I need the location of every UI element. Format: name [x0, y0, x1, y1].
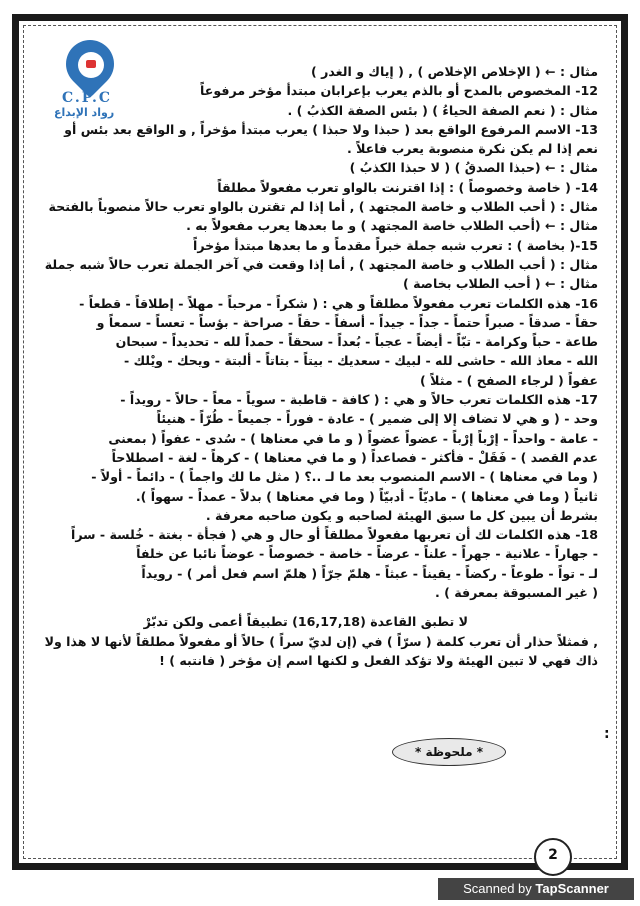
- text-line: 12- المخصوص بالمدح أو بالذم يعرب بإعرابان مبتدأ مؤخر مرفوعاً: [200, 83, 598, 99]
- scanner-prefix: Scanned by: [463, 881, 532, 896]
- note-line-2: , فمثلاً حذار أن تعرب كلمة ( سرّاً ) في (إن لديّ سراً ) حالاً أو مفعولاً مطلقاً لأنها لا هذا ولا: [44, 633, 598, 649]
- text-line: مثال : ( أحب الطلاب و خاصة المجتهد ) , أما إذا وقعت في آخر الجملة تعرب حالاً شبه جملة: [44, 256, 598, 272]
- text-line: مثال : ← ( الإخلاص الإخلاص ) , ( إياك و الغدر ): [311, 64, 598, 79]
- text-line: وحد - ( و هي لا تضاف إلا إلى ضمير ) - عادة - فوراً - جميعاً - طُرّاً - هنيئاً: [156, 411, 598, 427]
- logo-initials: C.P.C: [62, 90, 112, 106]
- text-line: بشرط أن يبين كل ما سبق الهيئة لصاحبه و يكون صاحبه معرفة .: [205, 507, 598, 523]
- text-line: عفواً ( لرجاء الصفح ) - مثلاً ): [420, 372, 598, 388]
- text-line: الله - معاذ الله - حاشى لله - لبيك - سعديك - بيتاً - بتاتاً - ألبتة - ويحك - ويْلك -: [123, 353, 598, 369]
- text-line: 13- الاسم المرفوع الواقع بعد ( حبذا ولا حبذا ) يعرب مبتدأ مؤخراً , و الواقع بعد بئس أو: [64, 121, 598, 137]
- text-line: طاعة - حباً وكرامة - تبّاً - أيضاً - عجباً - بُعداً - سحقاً - حمداً لله - تحديداً - سبحان: [115, 334, 598, 350]
- colon-mark: :: [604, 726, 610, 742]
- scanner-brand: TapScanner: [535, 881, 609, 896]
- document-body: [38, 62, 598, 670]
- text-line: - عامة - واحداً - إرْباً إرْباً - عضواً عضواً ( و ما في معناها ) - سُدى - عفواً ( بمعنى: [108, 430, 598, 446]
- text-line: مثال : ( نعم الصفة الحياءُ ) ( بئس الصفة الكذبُ ) .: [287, 102, 598, 118]
- text-line: لـ - تواً - طوعاً - ركضاً - يقيناً - عبثاً - هلمّ جرّاً ( هلمّ اسم فعل أمر ) - رويداً: [141, 565, 598, 581]
- text-line: 16- هذه الكلمات تعرب مفعولاً مطلقاً و هي : ( شكراً - مرحباً - مهلاً - إطلاقاً - قطعاً -: [79, 295, 598, 311]
- text-line: ( غير المسبوقة بمعرفة ) .: [434, 585, 598, 601]
- text-line: حقاً - صدقاً - صبراً حتماً - جداً - جيداً - أسفاً - حقاً - صراحة - بؤساً - تعساً - سمعاً و: [96, 314, 598, 330]
- text-line: نعم إذا لم يكن نكرة منصوبة يعرب فاعلاً .: [346, 141, 598, 157]
- text-line: 15-( بخاصة ) : تعرب شبه جملة خبراً مقدماً و ما بعدها مبتدأ مؤخراً: [193, 237, 598, 253]
- text-line: مثال : ( أحب الطلاب و خاصة المجتهد ) , أما إذا لم تقترن بالواو تعرب حالاً منصوباً بالفتحة: [48, 199, 598, 215]
- text-line: مثال : ← ( أحب الطلاب بخاصة ): [403, 276, 598, 292]
- text-line: مثال : ← (حبذا الصدقُ ) ( لا حبذا الكذبُ ): [349, 160, 598, 176]
- text-line: مثال : ← (أحب الطلاب خاصة المجتهد ) و ما بعدها يعرب مفعولاً به .: [186, 218, 598, 234]
- note-line-3: ذاك فهي لا تبين الهيئة ولا تؤكد الفعل و لكنها اسم إن مؤخر ( فانتبه ) !: [159, 652, 598, 668]
- page-number: 2: [534, 838, 572, 876]
- text-line: - جهاراً - علانية - جهراً - علناً - عرضاً - خاصة - خصوصاً - عوضاً نائبا عن خلفاً: [136, 546, 598, 562]
- note-line-1: لا تطبق القاعدة (16,17,18) تطبيقاً أعمى ولكن تدبّرْ: [143, 614, 468, 630]
- text-line: ثانياً ( وما في معناها ) - ماديّاً - أدبيّاً ( وما في معناها ) بدلاً - عمداً - سهواً ).: [135, 488, 598, 504]
- scanner-watermark: [438, 878, 634, 900]
- text-line: ( وما في معناها ) - الاسم المنصوب بعد ما لـ ..؟ ( مثل ما لك واجماً ) - دائماً - أولاً -: [91, 469, 598, 485]
- logo-subtitle: رواد الإبداع: [54, 106, 115, 119]
- text-line: عدم القصد ) - فَقَلْ - فأكثر - فصاعداً ( و ما في معناها ) - كرهاً - لغة - اصطلاحاً: [111, 449, 598, 465]
- text-line: 14- ( خاصة وخصوصاً ) : إذا اقترنت بالواو تعرب مفعولاً مطلقاً: [217, 179, 598, 195]
- text-line: 18- هذه الكلمات لك أن تعربها مفعولاً مطلقاً أو حال و هي ( فجأة - بغتة - خُلسة - سراً: [71, 527, 598, 543]
- note-badge: * ملحوظة *: [392, 738, 506, 766]
- text-line: 17- هذه الكلمات تعرب حالاً و هي : ( كافة - قاطبة - سوياً - معاً - حالاً - رويداً -: [120, 392, 598, 408]
